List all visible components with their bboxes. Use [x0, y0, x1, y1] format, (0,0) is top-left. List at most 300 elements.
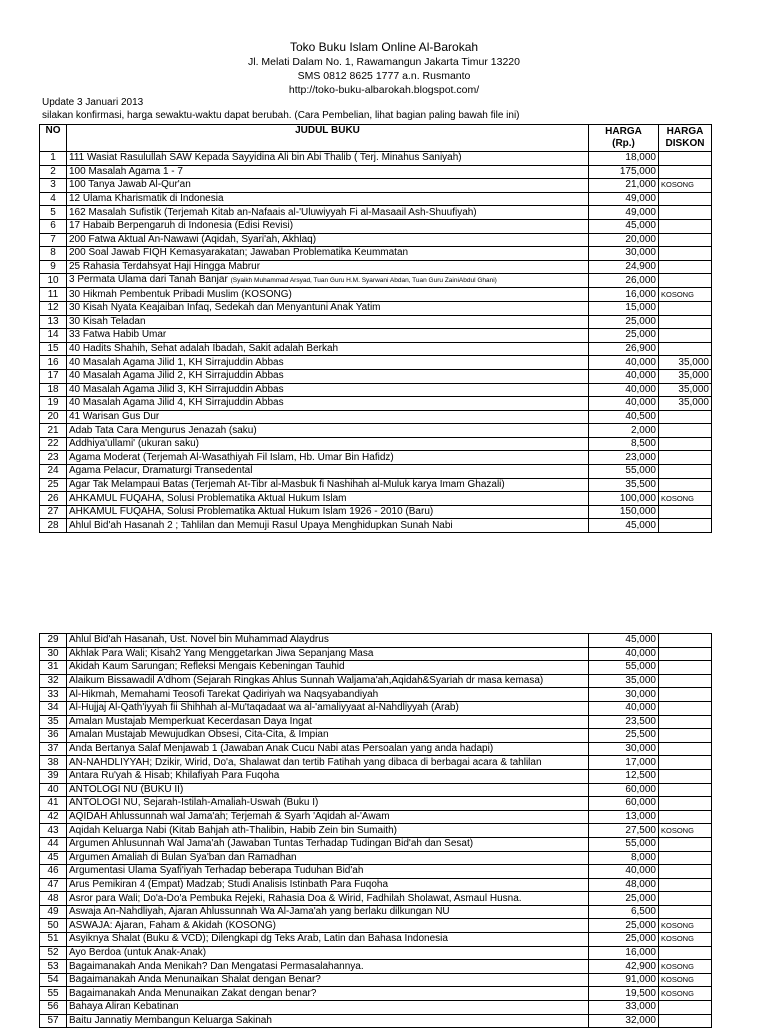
book-title — [67, 179, 589, 193]
book-title-text: Argumen Ahlusunnah Wal Jama'ah (Jawaban Tuntas Terhadap Tudingan Bid'ah dan Sesat) — [69, 838, 474, 850]
discount-price: 35,000 — [659, 356, 712, 370]
out-of-stock-label: KOSONG — [659, 987, 712, 1001]
book-price: 45,000 — [589, 519, 659, 533]
book-title-text: Akhlak Para Wali; Kisah2 Yang Menggetarkan Jiwa Sepanjang Masa — [69, 647, 374, 659]
discount-price: 35,000 — [659, 383, 712, 397]
book-title — [67, 274, 589, 288]
book-title-text: Ahlul Bid'ah Hasanah, Ust. Novel bin Muhammad Alaydrus — [69, 634, 329, 646]
book-title — [67, 437, 589, 451]
book-title-text: Baitu Jannatiy Membangun Keluarga Sakinah — [69, 1014, 272, 1026]
table-row — [40, 478, 712, 492]
discount-price — [659, 274, 712, 288]
discount-price — [659, 451, 712, 465]
book-title-text: Agar Tak Melampaui Batas (Terjemah At-Tibr al-Masbuk fi Nashihah al-Muluk karya Imam Ghazali) — [69, 478, 505, 490]
book-price: 40,000 — [589, 865, 659, 879]
discount-price — [659, 1001, 712, 1015]
discount-price — [659, 878, 712, 892]
row-number: 38 — [40, 756, 67, 770]
row-number: 42 — [40, 810, 67, 824]
book-title-text: Argumentasi Ulama Syafi'iyah Terhadap beberapa Tuduhan Bid'ah — [69, 865, 364, 877]
discount-price — [659, 715, 712, 729]
book-title — [67, 1014, 589, 1028]
book-title-text: Addhiya'ullami' (ukuran saku) — [69, 438, 199, 450]
discount-price — [659, 742, 712, 756]
table-row — [40, 905, 712, 919]
col-header-no: NO — [40, 125, 67, 152]
row-number: 50 — [40, 919, 67, 933]
row-number: 15 — [40, 342, 67, 356]
row-number: 54 — [40, 973, 67, 987]
table-row — [40, 647, 712, 661]
book-title — [67, 892, 589, 906]
book-price: 40,000 — [589, 369, 659, 383]
row-number: 46 — [40, 865, 67, 879]
row-number: 56 — [40, 1001, 67, 1015]
table-row — [40, 233, 712, 247]
discount-price — [659, 701, 712, 715]
book-title-text: Al-Hujjaj Al-Qath'iyyah fii Shihhah al-Mu'taqadaat wa al-'amaliyyaat al-Nahdliyyah (Arab) — [69, 702, 459, 714]
book-title-text: Bagaimanakah Anda Menikah? Dan Mengatasi Permasalahannya. — [69, 960, 364, 972]
row-number: 43 — [40, 824, 67, 838]
row-number: 10 — [40, 274, 67, 288]
table-row — [40, 729, 712, 743]
book-title — [67, 742, 589, 756]
discount-price — [659, 865, 712, 879]
row-number: 11 — [40, 288, 67, 302]
book-title — [67, 715, 589, 729]
update-date: Update 3 Januari 2013 — [42, 97, 144, 108]
book-price: 40,000 — [589, 383, 659, 397]
row-number: 7 — [40, 233, 67, 247]
table-row — [40, 865, 712, 879]
book-title-text: Asyiknya Shalat (Buku & VCD); Dilengkapi dg Teks Arab, Latin dan Bahasa Indonesia — [69, 933, 448, 945]
book-price: 35,500 — [589, 478, 659, 492]
book-title-text: Antara Ru'yah & Hisab; Khilafiyah Para Fuqoha — [69, 770, 280, 782]
row-number: 49 — [40, 905, 67, 919]
book-price-table-continued — [39, 633, 712, 1028]
discount-price — [659, 301, 712, 315]
book-title-text: 100 Masalah Agama 1 - 7 — [69, 165, 183, 177]
discount-price — [659, 329, 712, 343]
out-of-stock-label: KOSONG — [659, 933, 712, 947]
book-price: 12,500 — [589, 769, 659, 783]
book-title — [67, 451, 589, 465]
discount-price — [659, 152, 712, 166]
store-sms: SMS 0812 8625 1777 a.n. Rusmanto — [297, 70, 471, 82]
row-number: 36 — [40, 729, 67, 743]
row-number: 23 — [40, 451, 67, 465]
discount-price — [659, 478, 712, 492]
row-number: 3 — [40, 179, 67, 193]
book-title — [67, 356, 589, 370]
table-row — [40, 892, 712, 906]
discount-price — [659, 206, 712, 220]
discount-price — [659, 519, 712, 533]
book-price: 18,000 — [589, 152, 659, 166]
table-row — [40, 797, 712, 811]
book-title — [67, 465, 589, 479]
book-title — [67, 797, 589, 811]
row-number: 26 — [40, 492, 67, 506]
book-price: 60,000 — [589, 797, 659, 811]
book-price: 55,000 — [589, 465, 659, 479]
book-title — [67, 810, 589, 824]
book-title — [67, 865, 589, 879]
update-notice — [42, 96, 520, 122]
row-number: 4 — [40, 192, 67, 206]
book-price: 40,000 — [589, 356, 659, 370]
table-row — [40, 492, 712, 506]
row-number: 33 — [40, 688, 67, 702]
book-price: 25,000 — [589, 919, 659, 933]
book-title-text: 30 Hikmah Pembentuk Pribadi Muslim (KOSONG) — [69, 288, 292, 300]
table-row — [40, 247, 712, 261]
book-title-text: Bagaimanakah Anda Menunaikan Zakat dengan benar? — [69, 987, 317, 999]
book-title — [67, 505, 589, 519]
table-row — [40, 634, 712, 648]
book-price: 16,000 — [589, 288, 659, 302]
row-number: 57 — [40, 1014, 67, 1028]
book-title — [67, 152, 589, 166]
row-number: 24 — [40, 465, 67, 479]
book-price: 91,000 — [589, 973, 659, 987]
book-title-text: 40 Masalah Agama Jilid 1, KH Sirrajuddin Abbas — [69, 356, 284, 368]
row-number: 31 — [40, 661, 67, 675]
row-number: 25 — [40, 478, 67, 492]
row-number: 51 — [40, 933, 67, 947]
table-row — [40, 465, 712, 479]
book-price: 42,900 — [589, 960, 659, 974]
book-price: 40,000 — [589, 647, 659, 661]
book-price: 45,000 — [589, 219, 659, 233]
book-title — [67, 315, 589, 329]
book-title — [67, 946, 589, 960]
book-price: 23,000 — [589, 451, 659, 465]
book-title — [67, 233, 589, 247]
table-row — [40, 837, 712, 851]
book-title — [67, 960, 589, 974]
book-price: 24,900 — [589, 260, 659, 274]
row-number: 19 — [40, 397, 67, 411]
book-title-text: Akidah Kaum Sarungan; Refleksi Mengais Kebeningan Tauhid — [69, 661, 345, 673]
out-of-stock-label: KOSONG — [659, 960, 712, 974]
col-header-title: JUDUL BUKU — [67, 125, 589, 152]
discount-price — [659, 892, 712, 906]
book-title-text: Ahlul Bid'ah Hasanah 2 ; Tahlilan dan Memuji Rasul Upaya Menghidupkan Sunah Nabi — [69, 519, 453, 531]
book-price: 27,500 — [589, 824, 659, 838]
table-row — [40, 701, 712, 715]
row-number: 28 — [40, 519, 67, 533]
book-title-note: (Syaikh Muhammad Arsyad, Tuan Guru H.M. Syarwani Abdan, Tuan Guru ZainiAbdul Ghani) — [230, 277, 497, 285]
book-title-text: 41 Warisan Gus Dur — [69, 410, 160, 422]
book-title-text: AN-NAHDLIYYAH; Dzikir, Wirid, Do'a, Shalawat dan tertib Fatihah yang dibaca di berbagai acara & tahlilan — [69, 756, 542, 768]
book-price: 55,000 — [589, 661, 659, 675]
table-row — [40, 960, 712, 974]
book-title-text: Ayo Berdoa (untuk Anak-Anak) — [69, 946, 207, 958]
table-row — [40, 688, 712, 702]
book-title-text: Anda Bertanya Salaf Menjawab 1 (Jawaban Anak Cucu Nabi atas Persoalan yang anda hadapi) — [69, 743, 494, 755]
book-title-text: Amalan Mustajab Mewujudkan Obsesi, Cita-Cita, & Impian — [69, 729, 329, 741]
store-name: Toko Buku Islam Online Al-Barokah — [289, 40, 479, 54]
book-title-text: AHKAMUL FUQAHA, Solusi Problematika Aktual Hukum Islam 1926 - 2010 (Baru) — [69, 506, 434, 518]
book-price: 6,500 — [589, 905, 659, 919]
book-price: 49,000 — [589, 192, 659, 206]
discount-price — [659, 769, 712, 783]
out-of-stock-label: KOSONG — [659, 973, 712, 987]
book-title-text: Arus Pemikiran 4 (Empat) Madzab; Studi Analisis Istinbath Para Fuqoha — [69, 878, 389, 890]
book-price: 13,000 — [589, 810, 659, 824]
table-row — [40, 383, 712, 397]
discount-price — [659, 810, 712, 824]
row-number: 53 — [40, 960, 67, 974]
book-price-table — [39, 124, 712, 533]
table-row — [40, 933, 712, 947]
row-number: 12 — [40, 301, 67, 315]
book-title — [67, 219, 589, 233]
table-row — [40, 342, 712, 356]
book-title — [67, 647, 589, 661]
discount-price — [659, 247, 712, 261]
book-title-text: Al-Hikmah, Memahami Teosofi Tarekat Qadiriyah wa Naqsyabandiyah — [69, 688, 379, 700]
row-number: 1 — [40, 152, 67, 166]
book-title — [67, 674, 589, 688]
discount-price — [659, 192, 712, 206]
discount-price: 35,000 — [659, 397, 712, 411]
row-number: 20 — [40, 410, 67, 424]
book-title-text: Amalan Mustajab Memperkuat Kecerdasan Daya Ingat — [69, 715, 312, 727]
table-row — [40, 288, 712, 302]
price-info: silakan konfirmasi, harga sewaktu-waktu dapat berubah. (Cara Pembelian, lihat bagian paling bawah file ini) — [42, 110, 520, 121]
book-title — [67, 397, 589, 411]
table-row — [40, 946, 712, 960]
book-price: 60,000 — [589, 783, 659, 797]
book-title-text: 25 Rahasia Terdahsyat Haji Hingga Mabrur — [69, 261, 261, 273]
row-number: 14 — [40, 329, 67, 343]
discount-price — [659, 647, 712, 661]
book-price: 15,000 — [589, 301, 659, 315]
table-row — [40, 742, 712, 756]
table-row — [40, 769, 712, 783]
book-title-text: 111 Wasiat Rasulullah SAW Kepada Sayyidina Ali bin Abi Thalib ( Terj. Minahus Saniyah) — [69, 152, 462, 164]
col-header-price: HARGA (Rp.) — [589, 125, 659, 152]
book-price: 21,000 — [589, 179, 659, 193]
book-price: 8,000 — [589, 851, 659, 865]
book-price: 25,000 — [589, 892, 659, 906]
book-price: 30,000 — [589, 688, 659, 702]
book-title-text: 12 Ulama Kharismatik di Indonesia — [69, 193, 224, 205]
book-price: 35,000 — [589, 674, 659, 688]
discount-price — [659, 1014, 712, 1028]
table-row — [40, 783, 712, 797]
book-title — [67, 919, 589, 933]
book-title-text: 40 Masalah Agama Jilid 3, KH Sirrajuddin Abbas — [69, 383, 284, 395]
book-title — [67, 905, 589, 919]
book-price: 23,500 — [589, 715, 659, 729]
discount-price — [659, 165, 712, 179]
book-title-text: 3 Permata Ulama dari Tanah Banjar — [69, 274, 228, 286]
table-row — [40, 505, 712, 519]
book-title-text: ASWAJA: Ajaran, Faham & Akidah (KOSONG) — [69, 919, 276, 931]
book-price: 19,500 — [589, 987, 659, 1001]
book-title-text: Argumen Amaliah di Bulan Sya'ban dan Ramadhan — [69, 851, 297, 863]
book-title — [67, 410, 589, 424]
book-title — [67, 824, 589, 838]
book-title-text: 30 Kisah Nyata Keajaiban Infaq, Sedekah dan Menyantuni Anak Yatim — [69, 302, 381, 314]
table-row — [40, 674, 712, 688]
out-of-stock-label: KOSONG — [659, 919, 712, 933]
row-number: 16 — [40, 356, 67, 370]
row-number: 35 — [40, 715, 67, 729]
discount-price — [659, 905, 712, 919]
table-row — [40, 410, 712, 424]
row-number: 29 — [40, 634, 67, 648]
table-row — [40, 1001, 712, 1015]
book-price: 150,000 — [589, 505, 659, 519]
row-number: 22 — [40, 437, 67, 451]
book-price: 2,000 — [589, 424, 659, 438]
row-number: 40 — [40, 783, 67, 797]
table-row — [40, 919, 712, 933]
discount-price — [659, 797, 712, 811]
book-title — [67, 1001, 589, 1015]
discount-price — [659, 260, 712, 274]
row-number: 6 — [40, 219, 67, 233]
row-number: 27 — [40, 505, 67, 519]
table-row — [40, 851, 712, 865]
table-header-row — [40, 125, 712, 152]
book-price: 30,000 — [589, 742, 659, 756]
book-title — [67, 206, 589, 220]
book-title-text: 100 Tanya Jawab Al-Qur'an — [69, 179, 191, 191]
book-title-text: 30 Kisah Teladan — [69, 315, 146, 327]
book-price: 55,000 — [589, 837, 659, 851]
book-title-text: ANTOLOGI NU (BUKU II) — [69, 783, 184, 795]
book-title-text: Asror para Wali; Do'a-Do'a Pembuka Rejeki, Rahasia Doa & Wirid, Fadhilah Sholawat, Asmaul Husna. — [69, 892, 522, 904]
book-title — [67, 247, 589, 261]
table-row — [40, 274, 712, 288]
book-title — [67, 688, 589, 702]
book-price: 25,000 — [589, 315, 659, 329]
book-price: 26,000 — [589, 274, 659, 288]
discount-price — [659, 505, 712, 519]
book-title-text: 33 Fatwa Habib Umar — [69, 329, 167, 341]
book-title — [67, 301, 589, 315]
discount-price — [659, 783, 712, 797]
book-title — [67, 165, 589, 179]
book-title — [67, 987, 589, 1001]
row-number: 37 — [40, 742, 67, 756]
discount-price — [659, 233, 712, 247]
out-of-stock-label: KOSONG — [659, 288, 712, 302]
book-price: 45,000 — [589, 634, 659, 648]
row-number: 17 — [40, 369, 67, 383]
book-title-text: Bahaya Aliran Kebatinan — [69, 1001, 179, 1013]
table-row — [40, 219, 712, 233]
row-number: 8 — [40, 247, 67, 261]
discount-price — [659, 342, 712, 356]
out-of-stock-label: KOSONG — [659, 824, 712, 838]
book-price: 33,000 — [589, 1001, 659, 1015]
discount-price — [659, 465, 712, 479]
row-number: 47 — [40, 878, 67, 892]
book-price: 40,500 — [589, 410, 659, 424]
book-price: 25,000 — [589, 933, 659, 947]
book-title-text: 40 Masalah Agama Jilid 4, KH Sirrajuddin Abbas — [69, 397, 284, 409]
store-url[interactable]: http://toko-buku-albarokah.blogspot.com/ — [288, 84, 480, 96]
book-title-text: AQIDAH Ahlussunnah wal Jama'ah; Terjemah & Syarh 'Aqidah al-'Awam — [69, 811, 390, 823]
book-price: 16,000 — [589, 946, 659, 960]
book-title — [67, 756, 589, 770]
book-price: 8,500 — [589, 437, 659, 451]
row-number: 41 — [40, 797, 67, 811]
table-row — [40, 329, 712, 343]
table-row — [40, 519, 712, 533]
table-row — [40, 1014, 712, 1028]
discount-price — [659, 661, 712, 675]
table-row — [40, 451, 712, 465]
book-title — [67, 329, 589, 343]
book-title-text: Aqidah Keluarga Nabi (Kitab Bahjah ath-Thalibin, Habib Zein bin Sumaith) — [69, 824, 397, 836]
row-number: 44 — [40, 837, 67, 851]
book-title — [67, 837, 589, 851]
table-row — [40, 397, 712, 411]
table-row — [40, 165, 712, 179]
book-price: 20,000 — [589, 233, 659, 247]
table-row — [40, 315, 712, 329]
book-title-text: 40 Hadits Shahih, Sehat adalah Ibadah, Sakit adalah Berkah — [69, 343, 339, 355]
table-row — [40, 878, 712, 892]
book-price: 32,000 — [589, 1014, 659, 1028]
store-address: Jl. Melati Dalam No. 1, Rawamangun Jakarta Timur 13220 — [248, 56, 520, 68]
table-row — [40, 369, 712, 383]
discount-price — [659, 634, 712, 648]
row-number: 55 — [40, 987, 67, 1001]
book-title — [67, 729, 589, 743]
table-row — [40, 756, 712, 770]
book-price: 25,000 — [589, 329, 659, 343]
book-title — [67, 933, 589, 947]
discount-price — [659, 946, 712, 960]
row-number: 13 — [40, 315, 67, 329]
table-row — [40, 715, 712, 729]
row-number: 32 — [40, 674, 67, 688]
book-title — [67, 851, 589, 865]
table-row — [40, 824, 712, 838]
book-title-text: 200 Fatwa Aktual An-Nawawi (Aqidah, Syari'ah, Akhlaq) — [69, 233, 317, 245]
table-row — [40, 356, 712, 370]
table-row — [40, 179, 712, 193]
table-row — [40, 260, 712, 274]
book-title — [67, 492, 589, 506]
book-title — [67, 192, 589, 206]
out-of-stock-label: KOSONG — [659, 179, 712, 193]
discount-price — [659, 729, 712, 743]
book-title — [67, 383, 589, 397]
book-title — [67, 260, 589, 274]
book-price: 48,000 — [589, 878, 659, 892]
row-number: 34 — [40, 701, 67, 715]
discount-price — [659, 315, 712, 329]
book-title-text: Bagaimanakah Anda Menunaikan Shalat dengan Benar? — [69, 974, 321, 986]
book-price: 40,000 — [589, 397, 659, 411]
book-title — [67, 342, 589, 356]
book-title-text: Agama Pelacur, Dramaturgi Transedental — [69, 465, 253, 477]
book-title-text: 17 Habaib Berpengaruh di Indonesia (Edisi Revisi) — [69, 220, 294, 232]
out-of-stock-label: KOSONG — [659, 492, 712, 506]
discount-price — [659, 837, 712, 851]
col-header-discount: HARGA DISKON — [659, 125, 712, 152]
discount-price — [659, 674, 712, 688]
